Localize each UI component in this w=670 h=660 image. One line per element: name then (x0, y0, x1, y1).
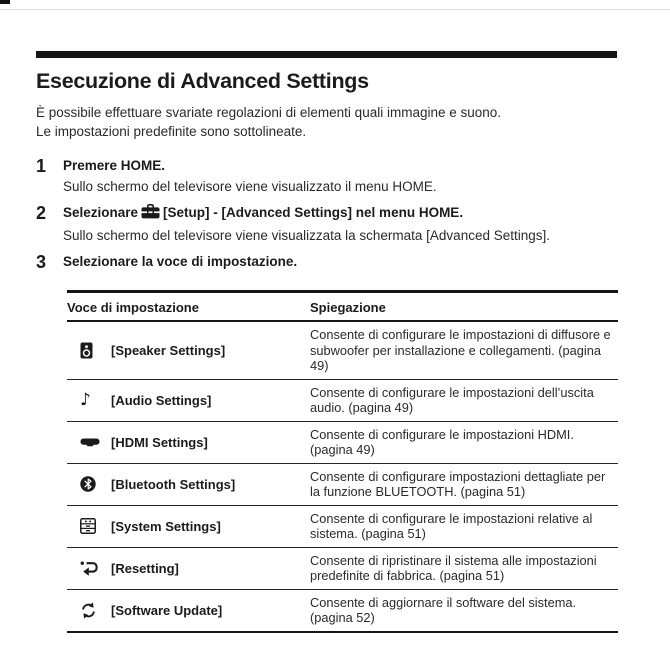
intro-line-1: È possibile effettuare svariate regolazioni di elementi quali immagine e suono. (36, 105, 502, 120)
setting-description: Consente di configurare le impostazioni di diffusore e subwoofer per installazione e collegamenti. (pagina 49) (310, 327, 611, 373)
page-title: Esecuzione di Advanced Settings (36, 69, 369, 93)
top-hairline (0, 9, 670, 10)
step-2-number: 2 (36, 203, 47, 223)
setting-label: [HDMI Settings] (111, 434, 208, 450)
setting-description: Consente di configurare le impostazioni dell’uscita audio. (pagina 49) (310, 384, 594, 415)
setting-label: [Resetting] (111, 560, 179, 576)
step-3-heading: Selezionare la voce di impostazione. (63, 254, 298, 269)
steps-list (36, 156, 617, 272)
page-corner-mark (0, 0, 10, 4)
intro-text (36, 103, 617, 141)
speaker-icon (80, 342, 104, 359)
setting-label: [Audio Settings] (111, 392, 212, 408)
reset-icon (80, 560, 104, 576)
table-row (67, 548, 618, 590)
table-row (67, 322, 618, 380)
section-title-bar (36, 51, 617, 58)
table-header-item: Voce di impostazione (67, 300, 199, 315)
setting-label: [System Settings] (111, 518, 221, 534)
step-2-heading (63, 203, 617, 225)
step-2-detail: Sullo schermo del televisore viene visualizzata la schermata [Advanced Settings]. (63, 228, 550, 243)
step-1 (36, 156, 617, 196)
step-1-number: 1 (36, 156, 47, 176)
setting-label: [Bluetooth Settings] (111, 476, 236, 492)
table-header-explanation: Spiegazione (310, 300, 386, 315)
setting-description: Consente di ripristinare il sistema alle impostazioni predefinite di fabbrica. (pagina 51) (310, 552, 597, 583)
music-note-icon: ♪ (80, 389, 91, 410)
setting-label: [Speaker Settings] (111, 342, 226, 358)
step-3-number: 3 (36, 252, 47, 272)
table-row (67, 506, 618, 548)
hdmi-icon (80, 438, 104, 447)
setting-description: Consente di aggiornare il software del sistema. (pagina 52) (310, 594, 577, 625)
table-row (67, 464, 618, 506)
step-1-heading: Premere HOME. (63, 158, 166, 173)
setting-description: Consente di configurare impostazioni dettagliate per la funzione BLUETOOTH. (pagina 51) (310, 468, 606, 499)
update-icon (80, 602, 104, 619)
setting-description: Consente di configurare le impostazioni relative al sistema. (pagina 51) (310, 510, 593, 541)
table-body (67, 322, 618, 631)
step-2 (36, 203, 617, 245)
table-header (67, 293, 618, 322)
table-row (67, 590, 618, 631)
bluetooth-icon (80, 476, 104, 492)
intro-line-2: Le impostazioni predefinite sono sottolineate. (36, 124, 307, 139)
system-icon (80, 518, 104, 534)
step-2-heading-prefix: Selezionare (63, 205, 139, 220)
step-2-heading-suffix: [Setup] - [Advanced Settings] nel menu HOME. (163, 205, 464, 220)
setting-label: [Software Update] (111, 602, 223, 618)
step-3 (36, 252, 617, 272)
manual-page (36, 51, 617, 633)
setup-toolbox-icon (141, 204, 160, 225)
table-row (67, 380, 618, 422)
setting-description: Consente di configurare le impostazioni HDMI. (pagina 49) (310, 426, 574, 457)
settings-table (67, 290, 618, 633)
table-row (67, 422, 618, 464)
step-1-detail: Sullo schermo del televisore viene visualizzato il menu HOME. (63, 179, 437, 194)
